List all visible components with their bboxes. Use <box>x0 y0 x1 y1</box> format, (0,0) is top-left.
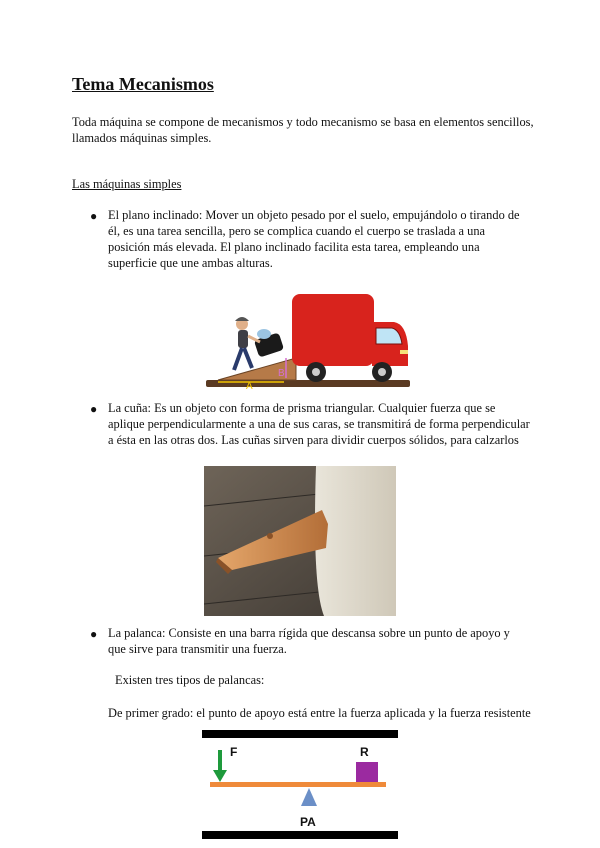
wedge-photo <box>204 466 396 616</box>
worker-body <box>238 330 248 348</box>
truck-box <box>292 294 374 366</box>
bullet-icon: ● <box>90 627 98 641</box>
fulcrum-label: PA <box>300 815 316 829</box>
intro-paragraph: Toda máquina se compone de mecanismos y todo mecanismo se basa en elementos sencillos, llamados máquinas simples. <box>72 115 534 145</box>
resistance-label: R <box>360 745 369 759</box>
door <box>315 466 396 616</box>
lever-bar <box>210 782 386 787</box>
fulcrum-triangle <box>301 788 317 806</box>
ramp-label-b: B <box>278 368 285 379</box>
force-label: F <box>230 745 238 759</box>
lever-text: La palanca: Consiste en una barra rígida que descansa sobre un punto de apoyo y que sirve para transmitir una fuerza. <box>108 626 510 656</box>
section-title: Las máquinas simples <box>72 177 182 191</box>
bullet-icon: ● <box>90 402 98 416</box>
wedge-text: La cuña: Es un objeto con forma de prisma triangular. Cualquier fuerza que se aplique perpendicularmente a una de sus caras, se transmitirá de forma perpendicular a ésta en las otras dos. Las cuñas sirven para dividir cuerpos sólidos, para calzarlos <box>108 401 530 447</box>
resistance-block <box>356 762 378 782</box>
bottom-bar <box>202 831 398 839</box>
top-bar <box>202 730 398 738</box>
first-degree-text: De primer grado: el punto de apoyo está entre la fuerza aplicada y la fuerza resistente <box>108 706 531 720</box>
first-degree-lever-diagram <box>202 730 398 842</box>
inclined-plane-figure <box>204 288 414 392</box>
bullet-icon: ● <box>90 209 98 223</box>
ramp-label-a: A <box>246 381 253 392</box>
page-title: Tema Mecanismos <box>72 74 214 94</box>
inclined-plane-text: El plano inclinado: Mover un objeto pesado por el suelo, empujándolo o tirando de él, es una tarea sencilla, pero se complica cuando el cuerpo se traslada a una posición más elevada. El plano inclinado facilita esta tarea, empleando una superficie que une ambas alturas. <box>108 208 520 270</box>
lever-types-intro: Existen tres tipos de palancas: <box>115 673 265 687</box>
force-arrow-head <box>213 770 227 782</box>
